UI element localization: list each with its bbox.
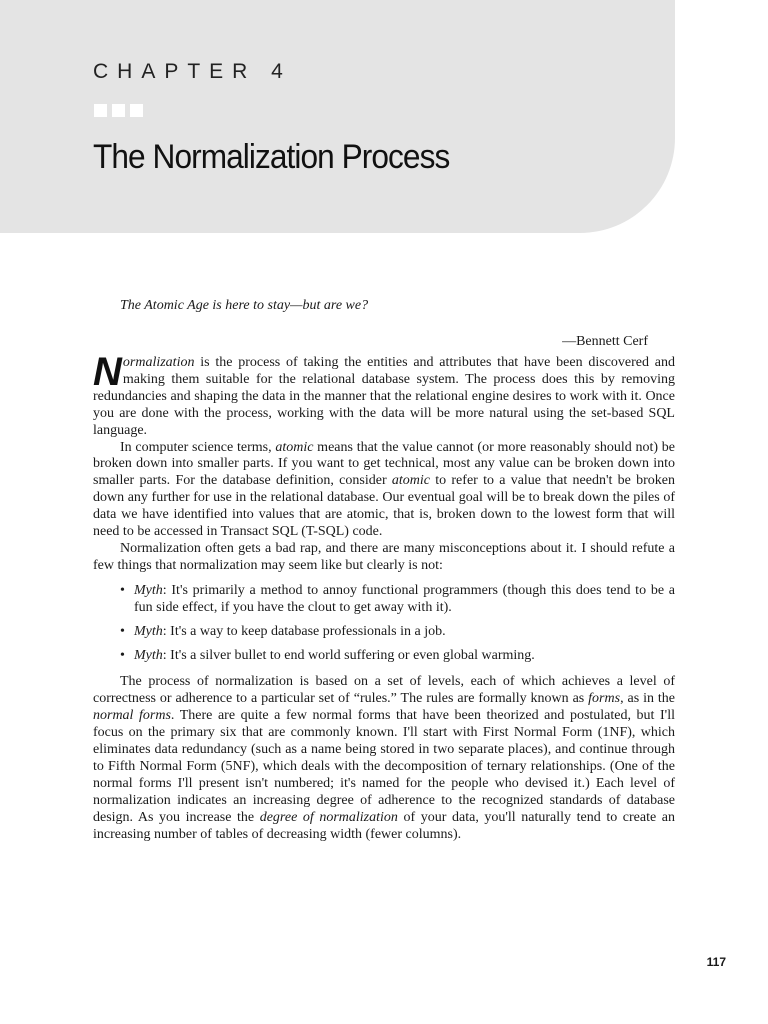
chapter-label: CHAPTER 4	[93, 60, 292, 83]
myth-label: Myth	[134, 647, 163, 663]
square-3	[130, 104, 143, 117]
text-segment: , as in the	[620, 691, 675, 707]
list-item	[120, 624, 675, 641]
paragraph-intro-text: is the process of taking the entities and attributes that have been discovered and making them suitable for the relational database system. The process does this by removing redundancies and shaping the data in the manner that the relational engine desires to work with it. Once you are done with the process, working with the data will be more natural using the set-based SQL language.	[93, 355, 675, 438]
paragraph-misconceptions: Normalization often gets a bad rap, and there are many misconceptions about it. I should refute a few things that normalization may seem like but clearly is not:	[93, 540, 675, 573]
term-atomic: atomic	[391, 473, 430, 489]
paragraph-intro	[93, 350, 675, 440]
myth-text: : It's a silver bullet to end world suffering or even global warming.	[162, 647, 535, 663]
myth-text: : It's primarily a method to annoy functional programmers (though this does tend to be a fun side effect, if you have the clout to get away with it).	[134, 582, 675, 615]
chapter-title: The Normalization Process	[93, 138, 450, 176]
decorative-squares	[94, 104, 143, 117]
square-1	[94, 104, 107, 117]
text-segment: . There are quite a few normal forms that have been theorized and postulated, but I'll focus on the primary six that are commonly known. I'll start with First Normal Form (1NF), which eliminates data redundancy (such as a name being stored in two separate places), and continue through to Fifth Normal Form (5NF), which deals with the decomposition of ternary relationships. (One of the normal forms I'll present isn't numbered; it's named for the people who devised it.) Each level of normalization indicates an increasing degree of adherence to the recognized standards of database design. As you increase the	[93, 708, 675, 825]
term-atomic: atomic	[275, 439, 314, 455]
list-item	[120, 648, 675, 665]
list-item	[120, 583, 675, 617]
page-number: 117	[706, 955, 726, 969]
square-2	[112, 104, 125, 117]
text-segment: to refer to a value that needn't be broken down any further for use in the relational database. Our eventual goal will be to break down the piles of data we have identified into values that are atomic, that is, broken down to the lowest form that will need to be accessed in Transact SQL (T-SQL) code.	[93, 473, 675, 540]
term-normalization: ormalization	[122, 355, 195, 370]
paragraph-normal-forms	[93, 674, 675, 843]
chapter-header-band	[0, 0, 675, 233]
drop-cap: N	[93, 350, 122, 394]
chapter-body	[93, 350, 675, 843]
text-segment: In computer science terms,	[120, 439, 276, 455]
myth-label: Myth	[134, 623, 163, 639]
epigraph-quote: The Atomic Age is here to stay—but are we?	[120, 298, 369, 313]
text-segment: of your data, you'll naturally tend to create an increasing number of tables of decreasing width (fewer columns).	[93, 809, 675, 842]
myth-text: : It's a way to keep database professionals in a job.	[162, 623, 446, 639]
epigraph-attribution: —Bennett Cerf	[562, 334, 648, 349]
term-normal-forms: normal forms	[93, 708, 171, 724]
myths-list	[93, 583, 675, 665]
text-segment: The process of normalization is based on a set of levels, each of which achieves a level of correctness or adherence to a particular set of “rules.” The rules are formally known as	[93, 674, 675, 707]
paragraph-atomic	[93, 440, 675, 541]
text-segment: means that the value cannot (or more reasonably should not) be broken down into smaller parts. If you want to get technical, most any value can be broken down into smaller parts. For the database definition, consider	[93, 439, 675, 489]
myth-label: Myth	[134, 582, 163, 598]
term-degree-of-normalization: degree of normalization	[259, 809, 398, 825]
term-forms: forms	[588, 691, 621, 707]
